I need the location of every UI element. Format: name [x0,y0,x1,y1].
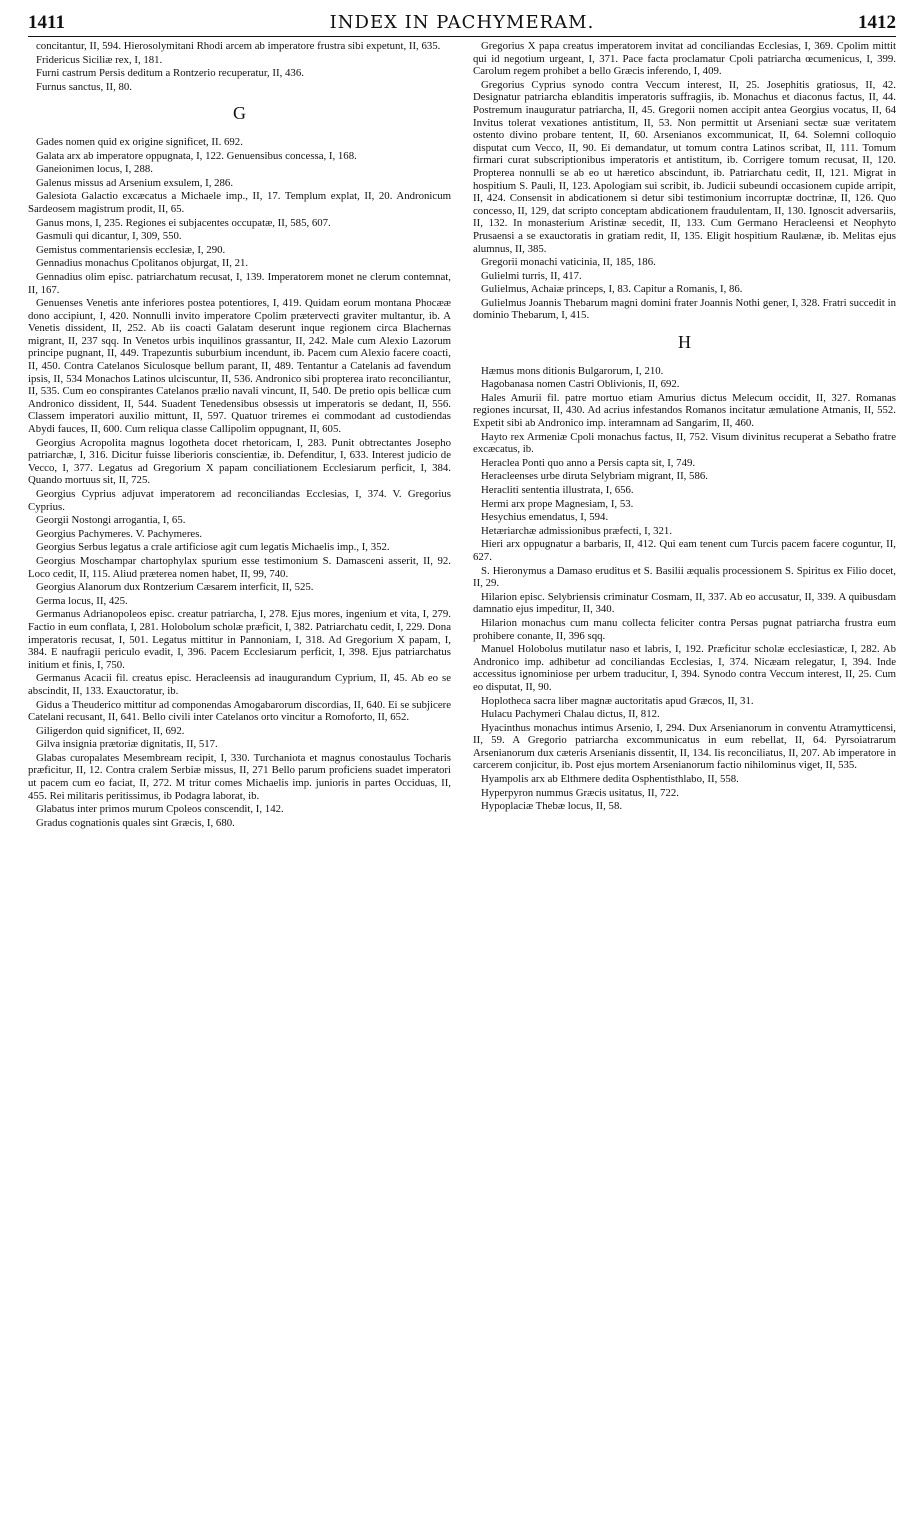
index-entry: Hales Amurii fil. patre mortuo etiam Amurius dictus Melecum occidit, II, 327. Romanas regiones incursat, II, 430. Ad acrius infestandos Romanos incitatur æmulatione Atmanis, II, 552. Expetit sibi ab Andronico imp. interamnam ad Sangarim, II, 460. [473,391,896,430]
index-entry: Hieri arx oppugnatur a barbaris, II, 412. Qui eam tenent cum Turcis pacem facere coguntur, II, 627. [473,538,896,563]
index-entry: Hyampolis arx ab Elthmere dedita Osphentisthlabo, II, 558. [481,773,739,786]
index-entry: Hermi arx prope Magnesiam, I, 53. [481,497,634,510]
index-entry: Heracliti sententia illustrata, I, 656. [481,484,634,496]
entries-g-continued [473,40,896,322]
index-entry: Germanus Acacii fil. creatus episc. Heracleensis ad inaugurandum Cyprium, II, 45. Ab eo se abscindit, II, 133. Exauctoratur, ib. [28,672,451,697]
index-entry: Furni castrum Persis deditum a Rontzerio recuperatur, II, 436. [36,67,304,80]
index-entry: Gradus cognationis quales sint Græcis, I, 680. [36,816,235,829]
index-entry: Georgii Nostongi arrogantia, I, 65. [36,514,186,527]
index-entry: Glabas curopalates Mesembream recipit, I, 330. Turchaniota et magnus conostaulus Tocharis præficitur, II, 12. Contra cralem Serbiæ missus, II, 271 Bello parum proficiens suadet imperatori ut pacem cum eo faciat, II, 272. M tritur comes Michaelis imp. junioris in partes Occiduas, II, 455. Rei militaris peritissimus, ib Podagra laborat, ib. [28,751,451,802]
index-entry: concitantur, II, 594. Hierosolymitani Rhodi arcem ab imperatore frustra sibi expetunt, II, 635. [36,40,441,52]
index-entry: Germa locus, II, 425. [36,594,128,607]
running-title: INDEX IN PACHYMERAM. [329,12,595,33]
index-entry: Gilva insignia prætoriæ dignitatis, II, 517. [36,738,218,751]
index-entry: Hayto rex Armeniæ Cpoli monachus factus, II, 752. Visum divinitus recuperat a Sebatho fratre excæcatus, ib. [473,430,896,456]
index-entry: Fridericus Siciliæ rex, I, 181. [36,53,163,66]
index-entry: Galenus missus ad Arsenium exsulem, I, 286. [36,176,234,189]
index-entry: Hetæriarchæ admissionibus præfecti, I, 321. [481,524,673,537]
index-entry: Heraclea Ponti quo anno a Persis capta sit, I, 749. [481,456,696,469]
index-entry: Gulielmus Joannis Thebarum magni domini frater Joannis Nothi gener, I, 328. Fratri succedit in dominio Thebarum, I, 415. [473,296,896,322]
index-entry: Georgius Pachymeres. V. Pachymeres. [36,527,203,540]
index-entry: Ganeionimen locus, I, 288. [36,163,153,176]
index-entry: Giligerdon quid significet, II, 692. [36,724,185,737]
index-entry: Hulacu Pachymeri Chalau dictus, II, 812. [481,708,660,721]
index-entry: Furnus sanctus, II, 80. [36,80,132,93]
index-entry: Georgius Acropolita magnus logotheta docet rhetoricam, I, 283. Punit obtrectantes Josepho patriarchæ, I, 316. Dicitur fuisse liberioris conscientiæ, ib. Defenditur, I, 633. Interest judicio de Vecco, I, 377. Legatus ad Gregorium X papam conciliationem Ecclesiarum perficit, I, 384. Quando mortuus sit, II, 725. [28,436,451,487]
index-entry: Hagobanasa nomen Castri Oblivionis, II, 692. [481,378,680,391]
right-column-number: 1412 [858,12,896,33]
index-entry: Hypoplaciæ Thebæ locus, II, 58. [481,800,623,813]
section-letter-h: H [678,332,691,353]
index-entry: Gennadius olim episc. patriarchatum recusat, I, 139. Imperatorem monet ne clerum contemnat, II, 167. [28,270,451,296]
index-entry: Hesychius emendatus, I, 594. [481,511,609,524]
running-header [28,6,896,37]
index-entry: Hæmus mons ditionis Bulgarorum, I, 210. [481,364,664,377]
index-entry: Gulielmus, Achaiæ princeps, I, 83. Capitur a Romanis, I, 86. [481,283,743,296]
index-entry: Georgius Alanorum dux Rontzerium Cæsarem interficit, II, 525. [36,581,314,594]
right-column [473,40,896,830]
index-entry: Gidus a Theuderico mittitur ad componendas Amogabarorum discordias, II, 640. Ei se subjicere Catelani recusant, II, 641. Bello civili inter Catelanos orto vincitur a Romoforto, II, 652. [28,698,451,724]
index-entry: Gemistus commentariensis ecclesiæ, I, 290. [36,243,226,256]
index-entry: S. Hieronymus a Damaso eruditus et S. Basilii æqualis processionem S. Spiritus ex Filio docet, II, 29. [473,564,896,590]
index-entry: Manuel Holobolus mutilatur naso et labris, I, 192. Præficitur scholæ ecclesiasticæ, I, 282. Ab Andronico imp. adhibetur ad conciliandas Ecclesias, I, 374. Nicæam relegatur, I, 394. Inde accessitus ignominiose per urbem traducitur, I, 394. Synodo contra Veccum interest, II, 25. Cum eo disputat, II, 90. [473,643,896,693]
index-entry: Hyacinthus monachus intimus Arsenio, I, 294. Dux Arsenianorum in conventu Atramytticensi, II, 59. A Gregorio patriarcha excommunicatus in eum rebellat, II, 64. Pyrsoiatrarum Arsenianorum dux cæteris Arsenianis dissentit, II, 134. Iis reconciliatus, II, 207. Ab imperatore in carcerem conjicitur, ib. Post ejus mortem Arsenianorum factio nihilominus viget, II, 535. [473,721,896,772]
index-entry: Gregorius Cyprius synodo contra Veccum interest, II, 25. Josephitis gratiosus, II, 42. Designatur patriarcha eblanditis imperatoris suffragiis, ib. Monachus et diaconus factus, II, 44. Postremum inauguratur patriarcha, II, 45. Gregorii nomen accipit antea Georgius vocatus, II, 64 Invitus tolerat vexationes antistitum, II, 53. Non permittit ut Arseniani sectæ suæ veritatem ostento divino probare tentent, II, 60. Arsenianos excommunicat, II, 64. Solemni colloquio disputat cum Vecco, II, 90. Ei demandatur, ut tomum contra Latinos scribat, II, 111. Tomum firmari curat subscriptionibus imperatoris et antistitum, ib. Corrigere tomum recusat, II, 120. Propterea nonnulli se ab eo ut hæretico abscindunt, ib. Patriarchatu cedit, II, 121. Migrat in hospitium S. Pauli, II, 123. Apologiam sui scribit, ib. Judicii subeundi occasionem cupide arripit, II, 424. Consensit in abdicationem si detur sibi testimonium incorruptæ doctrinæ, II, 126. Quo concesso, II, 129, dat scripto conceptam abdicationem fraudulentam, II, 130. Ignoscit adversariis, II, 132. In monasterium Aristinæ secedit, II, 133. Cum Germano Heracleensi et Neophyto Prusaensi a se exauctoratis in gratiam redit, II, 135. Eligit hospitium Raulænæ, ib. Melitas ejus alumnus, II, 385. [473,78,896,255]
section-letter-g: G [233,103,246,124]
entries-f-continued [28,40,451,93]
index-entry: Georgius Serbus legatus a crale artificiose agit cum legatis Michaelis imp., I, 352. [36,541,390,554]
index-entry: Georgius Cyprius adjuvat imperatorem ad reconciliandas Ecclesias, I, 374. V. Gregorius Cyprius. [28,488,451,513]
index-entry: Galata arx ab imperatore oppugnata, I, 122. Genuensibus concessa, I, 168. [36,149,357,162]
index-entry: Germanus Adrianopoleos episc. creatur patriarcha, I, 278. Ejus mores, ingenium et vita, I, 279. Factio in eum conflata, I, 281. Holobolum scholæ præficit, I, 382. Patriarchatu cedit, I, 229. Dona imperatoris recusat, I, 501. Legatus mittitur in Pannoniam, I, 318. Ad Gregorium X papam, I, 384. E naufragii periculo evadit, I, 396. Pacem Ecclesiarum perficit, I, 398. Ejus patriarchatus initium et finis, I, 750. [28,608,451,671]
left-column [28,40,451,830]
index-entry: Hilarion episc. Selybriensis criminatur Cosmam, II, 337. Ab eo accusatur, II, 339. A quibusdam damnatio ejus impeditur, II, 340. [473,590,896,616]
index-entry: Heracleenses urbe diruta Selybriam migrant, II, 586. [481,470,708,483]
index-entry: Galesiota Galactio excæcatus a Michaele imp., II, 17. Templum explat, II, 20. Andronicum Sardeosem magistrum prodit, II, 65. [28,190,451,215]
index-entry: Gregorii monachi vaticinia, II, 185, 186. [481,256,656,269]
index-entry: Georgius Moschampar chartophylax spurium esse testimonium S. Damasceni asserit, II, 92. Loco cedit, II, 115. Aliud præterea nomen habet, II, 99, 740. [28,554,451,580]
index-entry: Gennadius monachus Cpolitanos objurgat, II, 21. [36,257,249,270]
index-entry: Gades nomen quid ex origine significet, II. 692. [36,135,243,148]
index-entry: Glabatus inter primos murum Cpoleos conscendit, I, 142. [36,803,284,816]
index-entry: Hoplotheca sacra liber magnæ auctoritatis apud Græcos, II, 31. [481,694,754,707]
index-entry: Gasmuli qui dicantur, I, 309, 550. [36,230,182,243]
index-entry: Ganus mons, I, 235. Regiones ei subjacentes occupatæ, II, 585, 607. [36,216,331,229]
entries-g [28,136,451,829]
index-entry: Genuenses Venetis ante inferiores postea potentiores, I, 419. Quidam eorum montana Phocææ dono accipiunt, I, 420. Nonnulli invito imperatore Cpolim prætervecti graviter multantur, ib. A Venetis dissident, II, 252. Ab iis coacti Galatam deserunt inque regionem circa Blachernas migrant, II, 237 sqq. In Venetos urbis inquilinos grassantur, II, 242. Male cum Alexio Lazorum principe pugnant, II, 449. Trapezuntis suburbium incendunt, ib. Pacem cum Alexio facere coacti, II, 450. Contra Catelanos Siculosque bellum parant, II, 489. Tentantur a Catelanis ad favendum ipsis, II, 534 Monachos Latinos ulciscuntur, II, 536. Andronico sibi propterea irato reconciliantur, II, 535. Cum eo conspirantes Catelanos prælio navali vincunt, II, 540. De pretio opis bellicæ cum Andronico dissident, II, 544. Suadent Tenedensibus obsessis ut imperatoris se dedant, II, 556. Classem imperatori auxilio mittunt, II, 597. Quatuor triremes ei commodant ad custodiendas Abydi fauces, II, 600. Cum reliqua classe Callipolim oppugnant, II, 605. [28,297,451,436]
index-entry: Gregorius X papa creatus imperatorem invitat ad conciliandas Ecclesias, I, 369. Cpolim mittit qui id negotium urgeant, I, 371. Pace facta proclamatur Cpoli patriarcha œcumenicus, I, 399. Carolum regem prohibet a bello Græcis inferendo, I, 409. [473,40,896,78]
left-column-number: 1411 [28,12,65,33]
index-entry: Hilarion monachus cum manu collecta feliciter contra Persas pugnat patriarcha frustra eum prohibere conante, II, 396 sqq. [473,616,896,642]
entries-h [473,365,896,813]
index-entry: Hyperpyron nummus Græcis usitatus, II, 722. [481,786,679,799]
index-entry: Gulielmi turris, II, 417. [481,269,582,282]
